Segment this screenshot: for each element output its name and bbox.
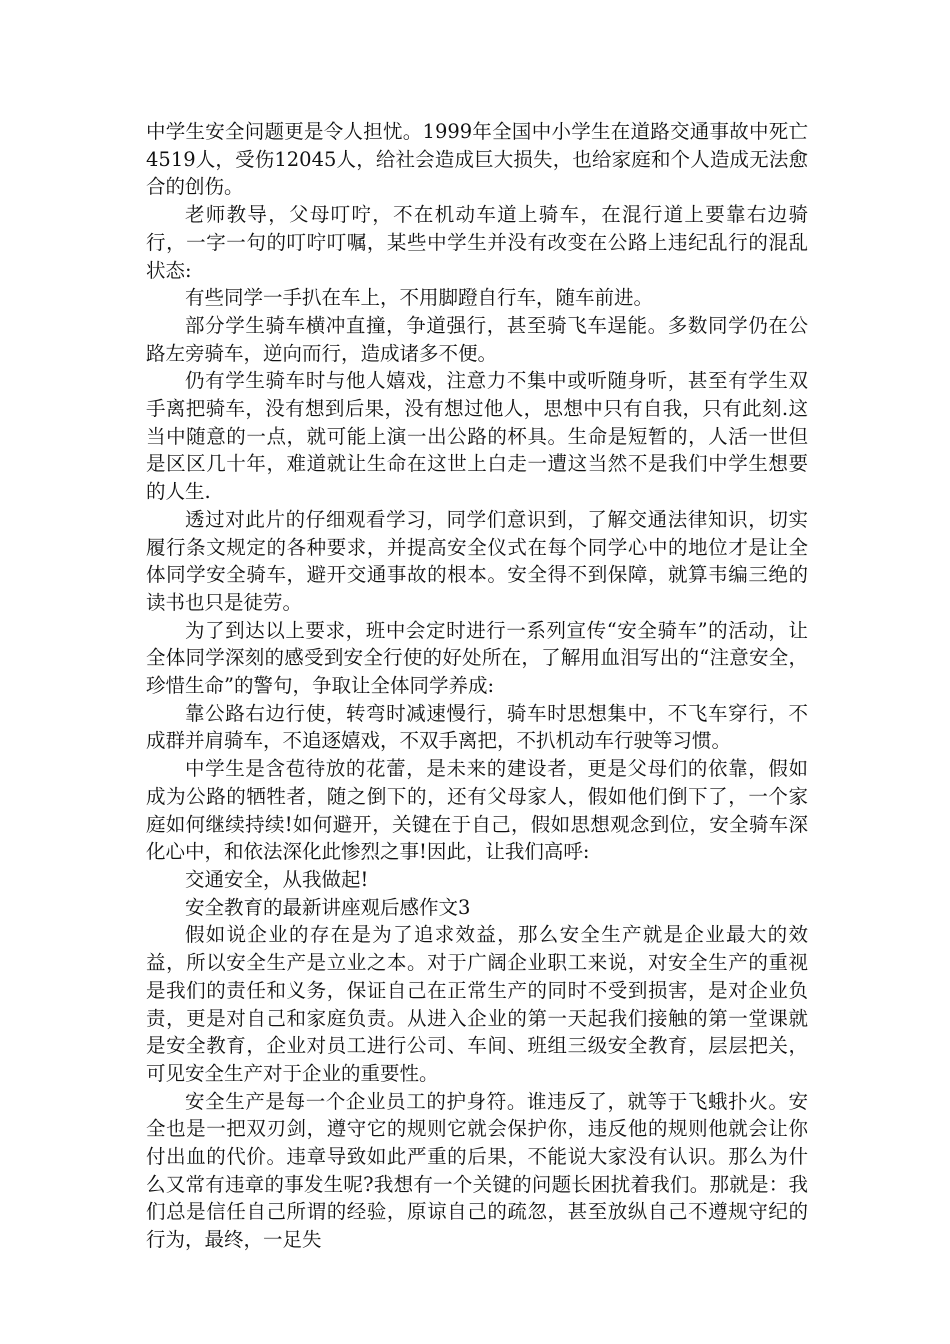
paragraph: 安全生产是每一个企业员工的护身符。谁违反了，就等于飞蛾扑火。安全也是一把双刃剑，遵守它的规则它就会保护你，违反他的规则他就会让你付出血的代价。违章导致如此严重的后果，不能说大家没有认识。那么为什么又常有违章的事发生呢?我想有一个关键的问题长困扰着我们。那就是：我们总是信任自己所谓的经验，原谅自己的疏忽，甚至放纵自己不遵规守纪的行为，最终，一足失 bbox=[146, 1089, 808, 1252]
paragraph: 为了到达以上要求，班中会定时进行一系列宣传“安全骑车”的活动，让全体同学深刻的感受到安全行使的好处所在，了解用血泪写出的“注意安全，珍惜生命”的警句，争取让全体同学养成: bbox=[146, 618, 808, 698]
paragraph: 老师教导，父母叮咛，不在机动车道上骑车，在混行道上要靠右边骑行，一字一句的叮咛叮嘱，某些中学生并没有改变在公路上违纪乱行的混乱状态: bbox=[146, 203, 808, 282]
section-heading: 安全教育的最新讲座观后感作文3 bbox=[185, 895, 471, 919]
paragraph: 靠公路右边行使，转弯时减速慢行，骑车时思想集中，不飞车穿行，不成群并肩骑车，不追逐嬉戏，不双手离把，不扒机动车行驶等习惯。 bbox=[146, 701, 808, 753]
document-page bbox=[146, 118, 808, 1254]
paragraph: 中学生是含苞待放的花蕾，是未来的建设者，更是父母们的依靠，假如成为公路的牺牲者，随之倒下的，还有父母家人，假如他们倒下了，一个家庭如何继续持续!如何避开，关键在于自己，假如思想观念到位，安全骑车深化心中，和依法深化此惨烈之事!因此，让我们高呼: bbox=[146, 757, 808, 864]
paragraph: 假如说企业的存在是为了追求效益，那么安全生产就是企业最大的效益，所以安全生产是立业之本。对于广阔企业职工来说，对安全生产的重视是我们的责任和义务，保证自己在正常生产的同时不受到损害，是对企业负责，更是对自己和家庭负责。从进入企业的第一天起我们接触的第一堂课就是安全教育，企业对员工进行公司、车间、班组三级安全教育，层层把关，可见安全生产对于企业的重要性。 bbox=[146, 923, 808, 1085]
paragraph: 仍有学生骑车时与他人嬉戏，注意力不集中或听随身听，甚至有学生双手离把骑车，没有想到后果，没有想过他人，思想中只有自我，只有此刻.这当中随意的一点，就可能上演一出公路的杯具。生命是短暂的，人活一世但是区区几十年，难道就让生命在这世上白走一遭这当然不是我们中学生想要的人生. bbox=[146, 369, 808, 504]
paragraph: 有些同学一手扒在车上，不用脚蹬自行车，随车前进。 bbox=[185, 286, 654, 310]
paragraph: 部分学生骑车横冲直撞，争道强行，甚至骑飞车逞能。多数同学仍在公路左旁骑车，逆向而行，造成诸多不便。 bbox=[146, 313, 808, 365]
slogan-line: 交通安全，从我做起! bbox=[185, 867, 369, 891]
paragraph: 透过对此片的仔细观看学习，同学们意识到，了解交通法律知识，切实履行条文规定的各种要求，并提高安全仪式在每个同学心中的地位才是让全体同学安全骑车，避开交通事故的根本。安全得不到保障，就算韦编三绝的读书也只是徒劳。 bbox=[146, 507, 808, 614]
paragraph: 中学生安全问题更是令人担忧。1999年全国中小学生在道路交通事故中死亡4519人，受伤12045人，给社会造成巨大损失，也给家庭和个人造成无法愈合的创伤。 bbox=[146, 120, 808, 199]
